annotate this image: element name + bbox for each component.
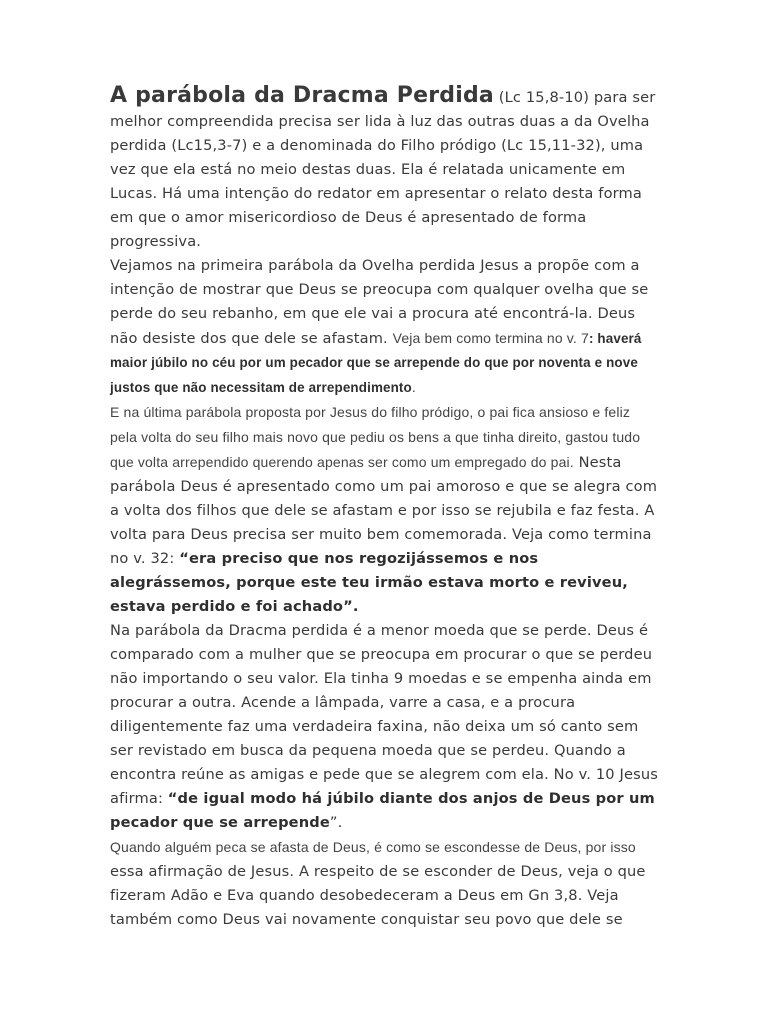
paragraph-text: essa afirmação de Jesus. A respeito de se esconder de Deus, veja o que fizeram Adão e Eva quando desobedeceram a Deus em Gn 3,8. Veja também como Deus vai novamente conquistar seu povo que dele se [110, 863, 646, 928]
paragraph-small-text: E na última parábola proposta por Jesus do filho pródigo, o pai fica ansioso e feliz pela volta do seu filho mais novo que pediu os bens a que tinha direito, gastou tudo que volta arrependido querendo apenas ser como um empregado do pai. [110, 404, 641, 470]
bible-quote: “era preciso que nos regozijássemos e nos alegrássemos, porque este teu irmão estava morto e reviveu, estava perdido e foi achado”. [110, 550, 628, 615]
document-title: A parábola da Dracma Perdida [110, 83, 494, 108]
paragraph-text: Nesta parábola Deus é apresentado como um pai amoroso e que se alegra com a volta dos filhos que dele se afastam e por isso se rejubila e faz festa. A volta para Deus precisa ser muito bem comemorada. Veja como termina no v. 32: [110, 454, 658, 567]
paragraph-text: para ser melhor compreendida precisa ser lida à luz das outras duas a da Ovelha perdida (Lc15,3-7) e a denominada do Filho pródigo (Lc 15,11-32), uma vez que ela está no meio destas duas. Ela é relatada unicamente em Lucas. Há uma intenção do redator em apresentar o relato desta forma em que o amor misericordioso de Deus é apresentado de forma progressiva. [110, 89, 656, 250]
scripture-reference: (Lc 15,8-10) [493, 89, 590, 106]
paragraph-text: Vejamos na primeira parábola da Ovelha perdida Jesus a propõe com a intenção de mostrar que Deus se preocupa com qualquer ovelha que se perde do seu rebanho, em que ele vai a procura até encontrá-la. Deus não desiste dos que dele se afastam. [110, 257, 649, 347]
paragraph-text: Na parábola da Dracma perdida é a menor moeda que se perde. Deus é comparado com a mulher que se preocupa em procurar o que se perdeu não importando o seu valor. Ela tinha 9 moedas e se empenha ainda em procurar a outra. Acende a lâmpada, varre a casa, e a procura diligentemente faz uma verdadeira faxina, não deixa um só canto sem ser revistado em busca da pequena moeda que se perdeu. Quando a encontra reúne as amigas e pede que se alegrem com ela. No v. 10 Jesus afirma: [110, 622, 658, 807]
document-body [110, 84, 658, 932]
paragraph-end: ”. [329, 814, 343, 831]
paragraph-lost-sheep [110, 254, 658, 400]
bible-quote: : haverá maior júbilo no céu por um pecador que se arrepende do que por noventa e nove justos que não necessitam de arrependimento [110, 331, 642, 395]
paragraph-hiding-from-god [110, 835, 658, 932]
paragraph-intro [110, 84, 658, 254]
paragraph-small-text: Veja bem como termina no v. 7 [392, 330, 589, 346]
bible-quote: “de igual modo há júbilo diante dos anjos de Deus por um pecador que se arrepende [110, 790, 655, 831]
paragraph-prodigal-son [110, 400, 658, 619]
paragraph-small-text: Quando alguém peca se afasta de Deus, é como se escondesse de Deus, por isso [110, 839, 636, 855]
paragraph-end: . [411, 379, 416, 395]
paragraph-lost-coin [110, 619, 658, 835]
